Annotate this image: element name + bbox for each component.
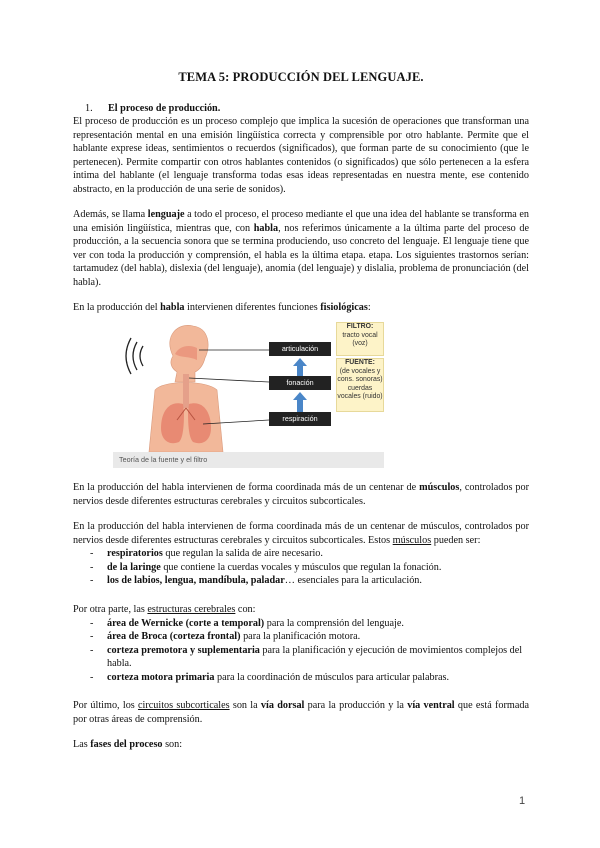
head-icon bbox=[170, 325, 208, 382]
paragraph-text: El proceso de producción es un proceso complejo que implica la sucesión de operaciones que transforman una representación mental en una emisión lingüística correcta y comprensible por otro hablante. Permite que el hablante exprese ideas, sentimientos o recuerdos (significados), que forman parte de su conocimiento (que le pertenecen). Permite compartir con otros hablantes contenidos (o significados) que sólo pertenecen a la esfera íntima del hablante (el lenguaje transforma todas esas ideas representadas en nuestra mente, ese contenido abstracto, en la producción de una serie de sonidos). bbox=[73, 116, 529, 195]
bold-term: corteza premotora y suplementaria bbox=[107, 644, 260, 656]
stage-fonacion: fonación bbox=[269, 376, 331, 390]
muscles-list bbox=[73, 547, 529, 588]
text: En la producción del habla intervienen de forma coordinada más de un centenar de bbox=[73, 482, 420, 493]
sound-waves-icon bbox=[126, 338, 143, 374]
list-item bbox=[73, 547, 529, 561]
list-item bbox=[73, 574, 529, 588]
filtro-box bbox=[336, 322, 384, 356]
text: para la coordinación de músculos para articular palabras. bbox=[214, 671, 449, 683]
text: , controlados por nervios desde diferentes estructuras cerebrales y circuitos subcorticales. bbox=[73, 482, 529, 507]
text: son la bbox=[229, 700, 261, 711]
source-filter-figure bbox=[113, 316, 384, 468]
text: a todo el proceso, el proceso mediante el que una idea del hablante se transforma en una emisión lingüística, mientras que, con bbox=[73, 209, 529, 234]
bold-term: los de labios, lengua, mandíbula, paladar bbox=[107, 575, 285, 587]
paragraph-musculos bbox=[73, 481, 529, 508]
bold-term: corteza motora primaria bbox=[107, 671, 215, 683]
bold-term: de la laringe bbox=[107, 561, 161, 573]
paragraph-lenguaje-habla bbox=[73, 208, 529, 290]
text: … esenciales para la articulación. bbox=[284, 575, 422, 587]
page-title: TEMA 5: PRODUCCIÓN DEL LENGUAJE. bbox=[178, 70, 424, 84]
paragraph-fases bbox=[73, 738, 529, 752]
text: intervienen diferentes funciones bbox=[184, 302, 321, 313]
bold-term: habla bbox=[253, 222, 279, 234]
text: , nos referimos únicamente a la última parte del proceso de producción, a la secuencia sonora que se termina produciendo, uso concreto del lenguaje. El lenguaje tiene que ver con toda la producción y comprensión, el habla es la última etapa. etapa. Los siguientes trastornos serían: tartamudez (del habla), dislexia (del lenguaje), anomia (del lenguaje) y dislalia, problema de pronunciación (del habla). bbox=[73, 222, 529, 288]
stage-respiracion: respiración bbox=[269, 412, 331, 426]
torso-icon bbox=[149, 374, 223, 452]
text: pueden ser: bbox=[431, 534, 481, 546]
paragraph-text bbox=[73, 208, 529, 290]
figure-caption: Teoría de la fuente y el filtro bbox=[119, 455, 208, 464]
bold-term: área de Wernicke (corte a temporal) bbox=[107, 617, 265, 629]
list-item bbox=[73, 644, 529, 671]
bold-term: lenguaje bbox=[147, 209, 185, 220]
section-heading bbox=[85, 102, 220, 116]
text: para la planificación y ejecución de movimientos complejos del habla. bbox=[107, 644, 523, 670]
stage-articulacion: articulación bbox=[269, 342, 331, 356]
list-item bbox=[73, 671, 529, 685]
section-number: 1. bbox=[85, 103, 93, 114]
list-item bbox=[73, 630, 529, 644]
bold-term: fisiológicas bbox=[320, 302, 368, 313]
section-title: El proceso de producción. bbox=[108, 103, 221, 114]
paragraph-text bbox=[73, 603, 529, 617]
underlined-term: circuitos subcorticales bbox=[138, 700, 230, 711]
text: que contiene la cuerdas vocales y músculos que regulan la fonación. bbox=[160, 561, 442, 573]
text: Por último, los bbox=[73, 700, 139, 711]
filtro-title: FILTRO: bbox=[346, 323, 374, 330]
list-item bbox=[73, 617, 529, 631]
bold-term: habla bbox=[160, 302, 185, 313]
text: En la producción del bbox=[73, 302, 161, 313]
text: En la producción del habla intervienen de forma coordinada más de un centenar de músculos, controlados por nervios desde diferentes estructuras cerebrales y circuitos subcorticales. Estos bbox=[73, 521, 529, 546]
paragraph-fisiologicas bbox=[73, 301, 529, 315]
paragraph-text bbox=[73, 481, 529, 508]
bold-term: vía dorsal bbox=[260, 700, 305, 711]
paragraph-text bbox=[73, 738, 529, 752]
text: : bbox=[367, 302, 371, 313]
filtro-body: tracto vocal (voz) bbox=[342, 331, 378, 348]
text: son: bbox=[162, 739, 183, 750]
paragraph-circuitos bbox=[73, 699, 529, 726]
text: para la planificación motora. bbox=[240, 631, 361, 643]
text: que está formada por otras áreas de comprensión. bbox=[73, 700, 529, 725]
paragraph-text bbox=[73, 520, 529, 547]
fuente-box bbox=[336, 358, 384, 412]
paragraph-musculos-list bbox=[73, 520, 529, 588]
brain-structures-list bbox=[73, 617, 529, 685]
list-item bbox=[73, 561, 529, 575]
bold-term: área de Broca (corteza frontal) bbox=[107, 631, 241, 643]
text: Además, se llama bbox=[73, 209, 148, 220]
paragraph-estructuras bbox=[73, 603, 529, 685]
fuente-title: FUENTE: bbox=[345, 359, 375, 366]
bold-term: respiratorios bbox=[107, 548, 163, 560]
paragraph-text bbox=[73, 699, 529, 726]
underlined-term: músculos bbox=[392, 534, 432, 546]
text: para la producción y la bbox=[304, 700, 408, 711]
text: Por otra parte, las bbox=[73, 604, 148, 615]
bold-term: vía ventral bbox=[407, 700, 455, 711]
text: con: bbox=[235, 604, 256, 615]
paragraph-intro bbox=[73, 115, 529, 197]
paragraph-text bbox=[73, 301, 529, 315]
page-number: 1 bbox=[519, 795, 526, 807]
underlined-term: estructuras cerebrales bbox=[147, 604, 236, 615]
text: que regulan la salida de aire necesario. bbox=[162, 548, 323, 560]
bold-term: músculos bbox=[419, 482, 460, 493]
fuente-body: (de vocales y cons. sonoras) cuerdas vocales (ruido) bbox=[337, 367, 383, 401]
text: Las bbox=[73, 739, 91, 750]
bold-term: fases del proceso bbox=[90, 739, 163, 750]
text: para la comprensión del lenguaje. bbox=[264, 617, 404, 629]
